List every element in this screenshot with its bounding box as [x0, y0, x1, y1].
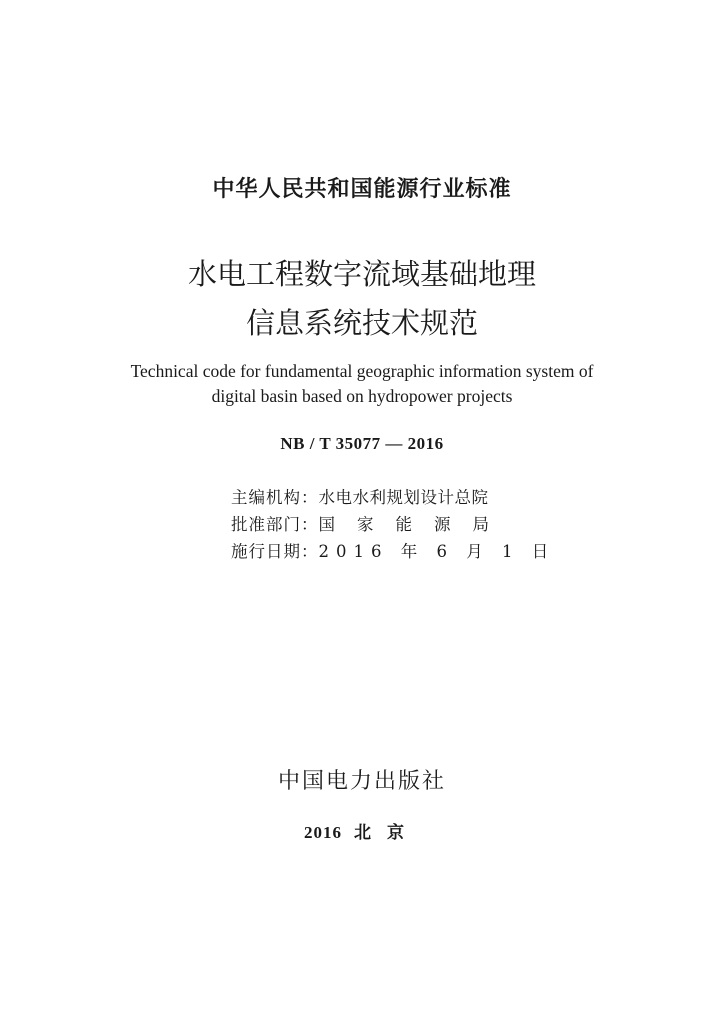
effective-date-value: 2016 年 6 月 1 日 [318, 542, 556, 561]
approval-department-label: 批准部门： [231, 515, 319, 534]
publication-year-place [0, 818, 724, 843]
editor-organization-value: 水电水利规划设计总院 [318, 488, 489, 507]
publication-city: 北京 [354, 823, 420, 842]
english-title-line-1: Technical code for fundamental geographic information system of [130, 361, 594, 381]
chinese-title-line-2: 信息系统技术规范 [245, 306, 478, 340]
standard-category-header: 中华人民共和国能源行业标准 [212, 177, 512, 202]
editor-organization-label: 主编机构： [231, 488, 319, 507]
chinese-title-line-1: 水电工程数字流域基础地理 [187, 257, 536, 291]
english-title-line-2: digital basin based on hydropower projects [211, 386, 513, 406]
publisher-name: 中国电力出版社 [277, 769, 446, 794]
effective-date-label: 施行日期： [231, 542, 319, 561]
effective-date-row [231, 538, 555, 562]
approval-department-value: 国家能源局 [318, 515, 511, 534]
standard-code: NB / T 35077 — 2016 [280, 434, 444, 453]
publication-year: 2016 [304, 823, 342, 842]
editor-organization-row [231, 484, 489, 508]
approval-department-row [231, 511, 511, 535]
